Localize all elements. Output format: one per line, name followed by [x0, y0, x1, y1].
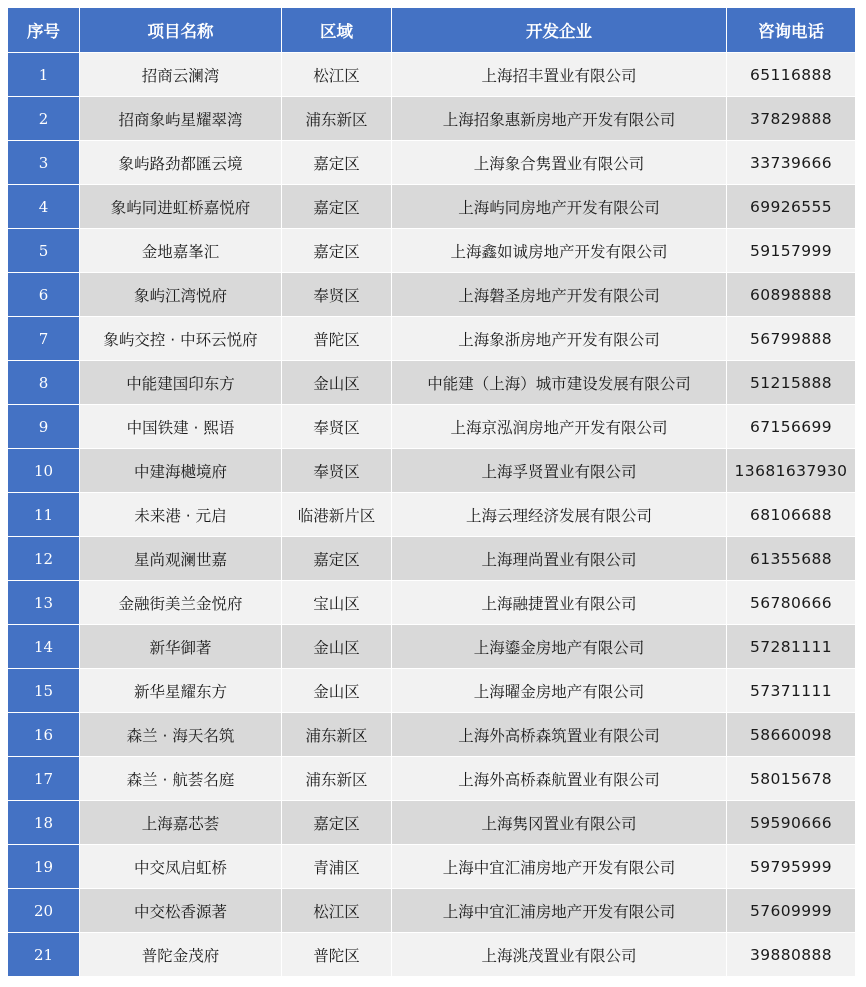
cell-district: 嘉定区: [282, 141, 392, 185]
cell-district: 临港新片区: [282, 493, 392, 537]
cell-district: 青浦区: [282, 845, 392, 889]
table-row: [8, 801, 856, 845]
cell-phone: 13681637930: [727, 449, 856, 493]
cell-index: 1: [8, 53, 80, 97]
cell-district: 金山区: [282, 669, 392, 713]
table-row: [8, 889, 856, 933]
cell-developer: 上海融捷置业有限公司: [392, 581, 727, 625]
cell-index: 9: [8, 405, 80, 449]
header-district: 区域: [282, 8, 392, 53]
cell-developer: 上海象合隽置业有限公司: [392, 141, 727, 185]
cell-district: 浦东新区: [282, 713, 392, 757]
table-row: [8, 361, 856, 405]
cell-index: 19: [8, 845, 80, 889]
cell-index: 13: [8, 581, 80, 625]
cell-project: 中交凤启虹桥: [80, 845, 282, 889]
header-phone: 咨询电话: [727, 8, 856, 53]
cell-index: 18: [8, 801, 80, 845]
cell-project: 中国铁建 · 熙语: [80, 405, 282, 449]
cell-district: 松江区: [282, 53, 392, 97]
cell-index: 15: [8, 669, 80, 713]
header-row: [8, 8, 856, 53]
cell-phone: 57371111: [727, 669, 856, 713]
cell-phone: 33739666: [727, 141, 856, 185]
cell-district: 嘉定区: [282, 185, 392, 229]
cell-project: 象屿路劲都匯云境: [80, 141, 282, 185]
cell-project: 普陀金茂府: [80, 933, 282, 977]
cell-index: 2: [8, 97, 80, 141]
cell-project: 新华御著: [80, 625, 282, 669]
cell-project: 象屿交控 · 中环云悦府: [80, 317, 282, 361]
cell-index: 8: [8, 361, 80, 405]
cell-index: 16: [8, 713, 80, 757]
cell-project: 森兰 · 航荟名庭: [80, 757, 282, 801]
cell-project: 中建海樾境府: [80, 449, 282, 493]
cell-phone: 57609999: [727, 889, 856, 933]
cell-index: 14: [8, 625, 80, 669]
cell-project: 招商云澜湾: [80, 53, 282, 97]
cell-project: 金地嘉峯汇: [80, 229, 282, 273]
cell-phone: 59157999: [727, 229, 856, 273]
cell-developer: 上海云理经济发展有限公司: [392, 493, 727, 537]
cell-district: 奉贤区: [282, 449, 392, 493]
cell-phone: 37829888: [727, 97, 856, 141]
cell-district: 奉贤区: [282, 273, 392, 317]
cell-index: 21: [8, 933, 80, 977]
cell-phone: 60898888: [727, 273, 856, 317]
table-row: [8, 581, 856, 625]
header-project: 项目名称: [80, 8, 282, 53]
table-row: [8, 713, 856, 757]
cell-index: 7: [8, 317, 80, 361]
cell-developer: 上海孚贤置业有限公司: [392, 449, 727, 493]
cell-project: 未来港 · 元启: [80, 493, 282, 537]
cell-index: 4: [8, 185, 80, 229]
cell-district: 奉贤区: [282, 405, 392, 449]
cell-index: 11: [8, 493, 80, 537]
cell-project: 象屿江湾悦府: [80, 273, 282, 317]
table-row: [8, 537, 856, 581]
cell-developer: 上海中宜汇浦房地产开发有限公司: [392, 889, 727, 933]
cell-phone: 69926555: [727, 185, 856, 229]
cell-phone: 67156699: [727, 405, 856, 449]
cell-district: 嘉定区: [282, 801, 392, 845]
cell-district: 普陀区: [282, 317, 392, 361]
cell-project: 新华星耀东方: [80, 669, 282, 713]
cell-district: 宝山区: [282, 581, 392, 625]
table-row: [8, 449, 856, 493]
table-row: [8, 273, 856, 317]
cell-developer: 上海洮茂置业有限公司: [392, 933, 727, 977]
cell-phone: 65116888: [727, 53, 856, 97]
cell-developer: 上海鎏金房地产有限公司: [392, 625, 727, 669]
header-index: 序号: [8, 8, 80, 53]
cell-district: 浦东新区: [282, 757, 392, 801]
cell-project: 招商象屿星耀翠湾: [80, 97, 282, 141]
cell-index: 3: [8, 141, 80, 185]
cell-phone: 68106688: [727, 493, 856, 537]
cell-index: 6: [8, 273, 80, 317]
table-row: [8, 625, 856, 669]
cell-index: 20: [8, 889, 80, 933]
cell-index: 12: [8, 537, 80, 581]
cell-developer: 上海外高桥森筑置业有限公司: [392, 713, 727, 757]
cell-district: 嘉定区: [282, 537, 392, 581]
table-row: [8, 317, 856, 361]
cell-project: 中交松香源著: [80, 889, 282, 933]
cell-project: 上海嘉芯荟: [80, 801, 282, 845]
table-body: [8, 53, 856, 977]
cell-developer: 上海中宜汇浦房地产开发有限公司: [392, 845, 727, 889]
cell-phone: 61355688: [727, 537, 856, 581]
cell-developer: 上海外高桥森航置业有限公司: [392, 757, 727, 801]
cell-phone: 56780666: [727, 581, 856, 625]
cell-project: 森兰 · 海天名筑: [80, 713, 282, 757]
table-row: [8, 493, 856, 537]
cell-project: 星尚观澜世嘉: [80, 537, 282, 581]
cell-developer: 上海京泓润房地产开发有限公司: [392, 405, 727, 449]
cell-phone: 59795999: [727, 845, 856, 889]
cell-developer: 上海象浙房地产开发有限公司: [392, 317, 727, 361]
table-header: [8, 8, 856, 53]
cell-index: 10: [8, 449, 80, 493]
cell-developer: 上海招象惠新房地产开发有限公司: [392, 97, 727, 141]
table-row: [8, 229, 856, 273]
cell-phone: 59590666: [727, 801, 856, 845]
table-row: [8, 757, 856, 801]
project-table: [7, 7, 856, 977]
cell-phone: 58660098: [727, 713, 856, 757]
cell-phone: 39880888: [727, 933, 856, 977]
cell-district: 浦东新区: [282, 97, 392, 141]
cell-developer: 中能建（上海）城市建设发展有限公司: [392, 361, 727, 405]
cell-project: 金融街美兰金悦府: [80, 581, 282, 625]
header-developer: 开发企业: [392, 8, 727, 53]
cell-index: 5: [8, 229, 80, 273]
cell-district: 金山区: [282, 361, 392, 405]
cell-developer: 上海鑫如诚房地产开发有限公司: [392, 229, 727, 273]
table-row: [8, 53, 856, 97]
cell-phone: 56799888: [727, 317, 856, 361]
cell-district: 普陀区: [282, 933, 392, 977]
cell-project: 象屿同进虹桥嘉悦府: [80, 185, 282, 229]
table-row: [8, 669, 856, 713]
table-row: [8, 97, 856, 141]
cell-project: 中能建国印东方: [80, 361, 282, 405]
cell-index: 17: [8, 757, 80, 801]
table-row: [8, 185, 856, 229]
cell-district: 嘉定区: [282, 229, 392, 273]
table-row: [8, 933, 856, 977]
cell-phone: 51215888: [727, 361, 856, 405]
cell-developer: 上海招丰置业有限公司: [392, 53, 727, 97]
cell-developer: 上海磐圣房地产开发有限公司: [392, 273, 727, 317]
cell-phone: 58015678: [727, 757, 856, 801]
cell-phone: 57281111: [727, 625, 856, 669]
cell-developer: 上海屿同房地产开发有限公司: [392, 185, 727, 229]
table-row: [8, 405, 856, 449]
table-row: [8, 141, 856, 185]
cell-developer: 上海隽冈置业有限公司: [392, 801, 727, 845]
cell-developer: 上海理尚置业有限公司: [392, 537, 727, 581]
cell-district: 金山区: [282, 625, 392, 669]
cell-district: 松江区: [282, 889, 392, 933]
cell-developer: 上海曜金房地产有限公司: [392, 669, 727, 713]
table-row: [8, 845, 856, 889]
